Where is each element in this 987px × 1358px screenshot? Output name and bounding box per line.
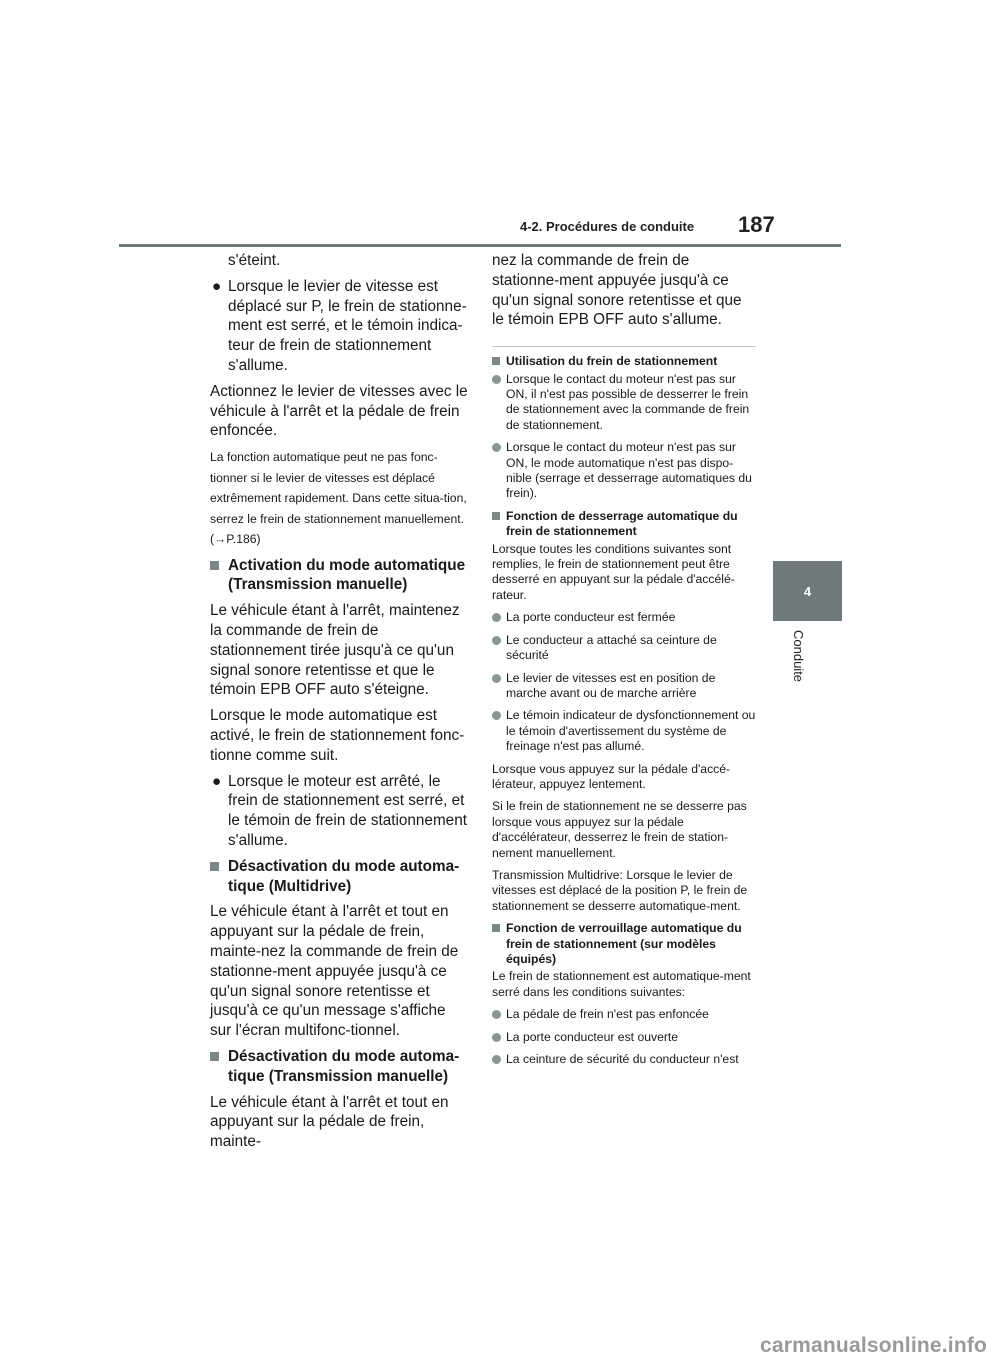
list-item bbox=[492, 671, 756, 702]
paragraph: Actionnez le levier de vitesses avec le véhicule à l'arrêt et la pédale de frein enfoncée. bbox=[210, 382, 468, 440]
heading-text: Activation du mode automatique (Transmission manuelle) bbox=[228, 556, 466, 594]
heading bbox=[210, 1047, 468, 1087]
list-item-text: La porte conducteur est ouverte bbox=[506, 1029, 679, 1044]
list-item bbox=[492, 633, 756, 664]
paragraph: Lorsque le mode automatique est activé, le frein de stationnement fonc-tionne comme suit. bbox=[210, 707, 465, 764]
dot-bullet-icon bbox=[492, 375, 501, 384]
note: La fonction automatique peut ne pas fonc-tionner si le levier de vitesses est déplacé extrêmement rapidement. Dans cette situa-tion, serrez le frein de stationnement manuellement. (→P.186) bbox=[210, 450, 467, 547]
dot-bullet-icon bbox=[492, 674, 501, 683]
subheading bbox=[492, 921, 756, 967]
list-item-text: Lorsque le levier de vitesse est déplacé sur P, le frein de stationne-ment est serré, et le témoin indica-teur de frein de stationnement s'allume. bbox=[228, 277, 467, 374]
list-item bbox=[492, 708, 756, 754]
dot-bullet-icon bbox=[492, 443, 501, 452]
dot-bullet-icon bbox=[492, 636, 501, 645]
list-item-text: La pédale de frein n'est pas enfoncée bbox=[506, 1007, 709, 1022]
square-bullet-icon bbox=[210, 862, 219, 871]
heading bbox=[210, 556, 468, 596]
bullet-icon: ● bbox=[212, 772, 222, 790]
list-item bbox=[492, 1007, 756, 1022]
right-column bbox=[492, 251, 756, 1074]
list-item bbox=[492, 440, 756, 502]
heading-text: Désactivation du mode automa-tique (Transmission manuelle) bbox=[228, 1048, 460, 1085]
square-bullet-icon bbox=[492, 512, 500, 520]
list-item-text: La porte conducteur est fermée bbox=[506, 610, 676, 625]
list-item bbox=[492, 1030, 756, 1045]
subheading-text: Utilisation du frein de stationnement bbox=[506, 354, 718, 369]
list-item bbox=[492, 1052, 756, 1067]
paragraph: Lorsque vous appuyez sur la pédale d'accé-lérateur, appuyez lentement. bbox=[492, 761, 731, 791]
square-bullet-icon bbox=[492, 924, 500, 932]
left-column bbox=[210, 251, 468, 1152]
subheading bbox=[492, 509, 756, 540]
subheading-text: Fonction de desserrage automatique du frein de stationnement bbox=[506, 508, 738, 539]
heading-text: Désactivation du mode automa-tique (Multidrive) bbox=[228, 857, 460, 895]
list-item-text: Le levier de vitesses est en position de marche avant ou de marche arrière bbox=[506, 670, 716, 700]
chapter-label: Conduite bbox=[791, 630, 806, 683]
paragraph: Le véhicule étant à l'arrêt, maintenez la commande de frein de stationnement tirée jusqu'à ce qu'un signal sonore retentisse et que le témoin EPB OFF auto s'éteigne. bbox=[210, 602, 460, 699]
paragraph: Le frein de stationnement est automatique-ment serré dans les conditions suivantes: bbox=[492, 969, 751, 999]
paragraph: Lorsque toutes les conditions suivantes sont remplies, le frein de stationnement peut être desserré en appuyant sur la pédale d'accélé-rateur. bbox=[492, 541, 735, 602]
page-number: 187 bbox=[738, 212, 775, 237]
paragraph: nez la commande de frein de stationne-ment appuyée jusqu'à ce qu'un signal sonore retentisse et que le témoin EPB OFF auto s'allume. bbox=[492, 252, 742, 329]
list-item-text: La ceinture de sécurité du conducteur n'est bbox=[506, 1052, 739, 1067]
list-item-text: Le conducteur a attaché sa ceinture de sécurité bbox=[506, 632, 717, 663]
divider bbox=[492, 346, 756, 347]
section-title: 4-2. Procédures de conduite bbox=[520, 219, 695, 234]
subheading-text: Fonction de verrouillage automatique du frein de stationnement (sur modèles équipés) bbox=[506, 921, 742, 966]
dot-bullet-icon bbox=[492, 613, 501, 622]
list-item bbox=[492, 372, 756, 434]
watermark: carmanualsonline.info bbox=[760, 1334, 987, 1357]
dot-bullet-icon bbox=[492, 1055, 501, 1064]
header-rule bbox=[119, 244, 841, 247]
chapter-number: 4 bbox=[803, 583, 812, 599]
paragraph: Le véhicule étant à l'arrêt et tout en appuyant sur la pédale de frein, mainte-nez la commande de frein de stationne-ment appuyée jusqu'à ce qu'un signal sonore retentisse et jusqu'à ce qu'un message s'affiche sur l'écran multifonc-tionnel. bbox=[210, 903, 459, 1040]
dot-bullet-icon bbox=[492, 1033, 501, 1042]
list-item bbox=[210, 277, 468, 376]
paragraph: Si le frein de stationnement ne se desserre pas lorsque vous appuyez sur la pédale d'accélérateur, desserrez le frein de station-nement manuellement. bbox=[492, 799, 747, 860]
paragraph: Transmission Multidrive: Lorsque le levier de vitesses est déplacé de la position P, le frein de stationnement se desserre automatique-ment. bbox=[492, 867, 748, 913]
dot-bullet-icon bbox=[492, 1010, 501, 1019]
dot-bullet-icon bbox=[492, 711, 501, 720]
list-item-text: Le témoin indicateur de dysfonctionnement ou le témoin d'avertissement du système de freinage n'est pas allumé. bbox=[506, 708, 756, 754]
square-bullet-icon bbox=[210, 561, 219, 570]
square-bullet-icon bbox=[210, 1052, 219, 1061]
chapter-tab[interactable] bbox=[773, 561, 842, 621]
bullet-icon: ● bbox=[212, 277, 222, 295]
list-item bbox=[210, 772, 468, 851]
list-item bbox=[492, 610, 756, 625]
list-item-text: Lorsque le contact du moteur n'est pas sur ON, il n'est pas possible de desserrer le frein de stationnement avec la commande de frein de stationnement. bbox=[506, 371, 750, 432]
list-item-text: Lorsque le contact du moteur n'est pas sur ON, le mode automatique n'est pas dispo-nible (serrage et desserrage automatiques du frein). bbox=[506, 440, 752, 501]
paragraph: s'éteint. bbox=[228, 252, 281, 269]
paragraph: Le véhicule étant à l'arrêt et tout en appuyant sur la pédale de frein, mainte- bbox=[210, 1093, 449, 1151]
heading bbox=[210, 857, 468, 897]
list-item-text: Lorsque le moteur est arrêté, le frein de stationnement est serré, et le témoin de frein de stationnement s'allume. bbox=[228, 772, 467, 850]
square-bullet-icon bbox=[492, 357, 500, 365]
subheading bbox=[492, 354, 756, 369]
